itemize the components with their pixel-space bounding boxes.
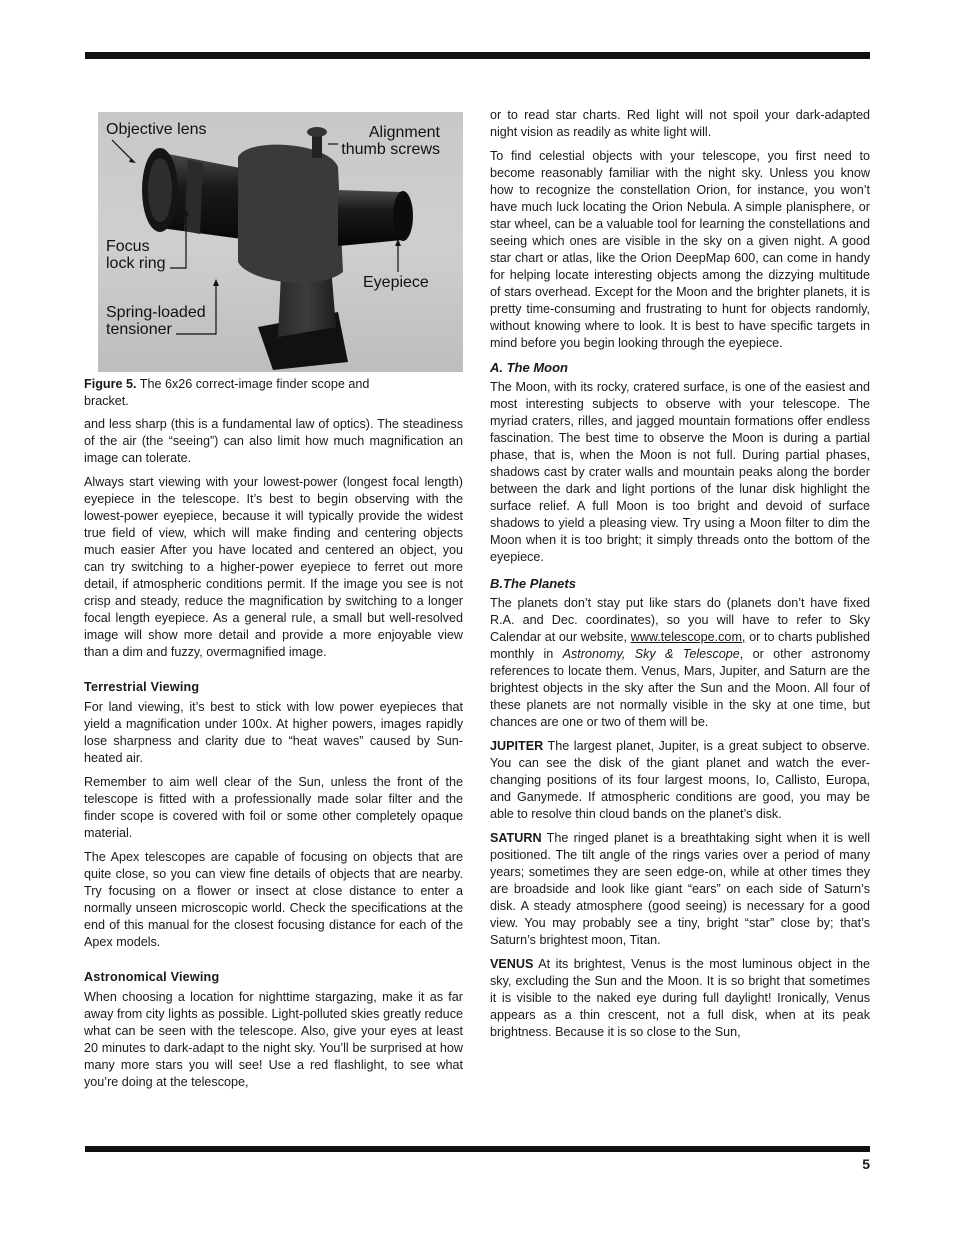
paragraph: To find celestial objects with your telescope, you first need to become reasonably familiar with the night sky. Unless you know how to recognize the constellation Orion, for instance, you won’t have much luck locating the Orion Nebula. A simple planisphere, or star wheel, can be a valuable tool for learning the constellations and seeing which ones are visible in the sky on a given night. A good star chart or atlas, like the Orion DeepMap 600, can come in handy for helping locate interesting objects among the dizzying multitude of stars overhead. Except for the Moon and the brighter planets, it is pretty time-consuming and frustrating to hunt for objects randomly, without knowing where to look. It is best to have specific targets in mind before you begin looking through the eyepiece. [490, 149, 870, 350]
figure-caption-label: Figure 5. [84, 377, 137, 391]
label-alignment-line1: Alignment [368, 124, 440, 141]
right-column [490, 107, 870, 1048]
heading-the-moon: A. The Moon [490, 360, 568, 375]
text-span: At its brightest, Venus is the most luminous object in the sky, excluding the Sun and the Moon. It is so bright that sometimes it is visible to the naked eye during full daylight! Ironically, Venus appears as a thin crescent, not a full disk, when at its peak brightness. Because it is so close to the Sun, [490, 957, 870, 1039]
text-span: , or other astronomy references to locate them. Venus, Mars, Jupiter, and Saturn are the brightest objects in the sky after the Sun and the Moon. All four of these planets are not normally visible in the sky at one time, but chances are one or two of them will be. [490, 647, 870, 729]
paragraph-saturn [490, 830, 870, 949]
paragraph: The Moon, with its rocky, cratered surface, is one of the easiest and most interesting subjects to observe with your telescope. The myriad craters, rilles, and jagged mountain formations offer endless fascination. The best time to observe the Moon is during a partial phase, that is, when the Moon is not full. During partial phases, shadows cast by crater walls and mountain peaks along the border between the dark and light portions of the lunar disk highlight the surface relief. A full Moon is too bright and devoid of surface shadows to yield a pleasing view. Try using a Moon filter to dim the Moon when it is too bright; it simply threads onto the bottom of the eyepiece. [490, 380, 870, 564]
paragraph: The Apex telescopes are capable of focusing on objects that are quite close, so you can view fine details of objects that are nearby. Try focusing on a flower or insect at close distance to enter a normally unseen microscopic world. Check the specifications at the end of this manual for the closest focusing distance for each of the Apex models. [84, 850, 463, 949]
alignment-screw-head [307, 127, 327, 137]
magazine-titles: Astronomy, Sky & Telescope [562, 647, 740, 661]
label-spring-line2: tensioner [106, 321, 172, 338]
objective-lens-glass [148, 158, 172, 222]
heading-terrestrial-viewing: Terrestrial Viewing [84, 680, 200, 694]
heading-the-planets: B.The Planets [490, 576, 576, 591]
paragraph-planets [490, 595, 870, 731]
text-span: The largest planet, Jupiter, is a great subject to observe. You can see the disk of the giant planet and watch the ever-changing positions of its four largest moons, Io, Callisto, Europa, and Ganymede. If atmospheric conditions are good, you may be able to resolve thin cloud bands on the planet’s disk. [490, 739, 870, 821]
lead-jupiter: JUPITER [490, 739, 544, 753]
label-objective-lens: Objective lens [106, 121, 207, 138]
paragraph: and less sharp (this is a fundamental law of optics). The steadiness of the air (the “seeing”) can also limit how much magnification an image can tolerate. [84, 417, 463, 465]
label-focus-lock-ring [106, 238, 166, 272]
paragraph: Remember to aim well clear of the Sun, unless the front of the telescope is fitted with a professionally made solar filter and the finder scope is covered with foil or some other completely opaque material. [84, 775, 463, 840]
heading-astronomical-viewing: Astronomical Viewing [84, 970, 220, 984]
top-rule [85, 52, 870, 59]
label-focus-line2: lock ring [106, 255, 166, 272]
finder-scope-photo [98, 112, 463, 372]
label-spring-loaded-tensioner [106, 304, 206, 338]
paragraph-jupiter [490, 738, 870, 823]
label-focus-line1: Focus [106, 238, 150, 255]
label-spring-line1: Spring-loaded [106, 304, 206, 321]
figure-caption [84, 376, 414, 410]
bracket-ring [238, 145, 343, 283]
text-span: The ringed planet is a breathtaking sight when it is well positioned. The tilt angle of the rings varies over a period of many years; sometimes they are seen edge-on, while at other times they are broadside and look like giant “ears” on each side of Saturn’s disk. A steady atmosphere (good seeing) is necessary for a good view. You may probably see a tiny, bright “star” close by; that’s Saturn’s brightest moon, Titan. [490, 831, 870, 947]
website-link[interactable]: www.telescope.com, [630, 630, 746, 644]
paragraph: When choosing a location for nighttime stargazing, make it as far away from city lights as possible. Light-polluted skies greatly reduce what can be seen with the telescope. Also, give your eyes at least 20 minutes to dark-adapt to the night sky. You’ll be surprised at how many more stars you will see! Use a red flashlight, to see what you’re doing at the telescope, [84, 990, 463, 1089]
label-eyepiece: Eyepiece [363, 274, 429, 291]
text-span: or to charts published monthly in [490, 630, 870, 661]
page-number: 5 [862, 1156, 870, 1172]
label-alignment-thumb-screws [341, 124, 440, 158]
paragraph-venus [490, 956, 870, 1041]
pointer-arrowhead [213, 279, 219, 286]
left-column [84, 416, 463, 1098]
text-span: The planets don’t stay put like stars do (planets don’t have fixed R.A. and Dec. coordinates), so you will have to refer to Sky Calendar at our website, [490, 596, 870, 644]
paragraph: Always start viewing with your lowest-power (longest focal length) eyepiece in the telescope. It’s best to begin observing with the lowest-power eyepiece, because it will typically provide the widest true field of view, which will make finding and centering objects much easier After you have located and centered an object, you can try switching to a higher-power eyepiece to ferret out more detail, if atmospheric conditions permit. If the image you see is not crisp and steady, reduce the magnification by switching to a longer focal length eyepiece. As a general rule, a small but well-resolved image will show more detail and provide a more enjoyable view than a dim and fuzzy, overmagnified image. [84, 475, 463, 659]
figure-caption-text: The 6x26 correct-image finder scope and bracket. [84, 377, 370, 408]
paragraph: or to read star charts. Red light will not spoil your dark-adapted night vision as readily as white light will. [490, 108, 870, 139]
bottom-rule [85, 1146, 870, 1152]
eyepiece-lens [393, 191, 413, 241]
paragraph: For land viewing, it’s best to stick with low power eyepieces that yield a magnification under 100x. At higher powers, images rapidly lose sharpness and clarity due to “heat waves” caused by Sun-heated air. [84, 700, 463, 765]
lead-venus: VENUS [490, 957, 534, 971]
label-alignment-line2: thumb screws [341, 141, 440, 158]
lead-saturn: SATURN [490, 831, 542, 845]
